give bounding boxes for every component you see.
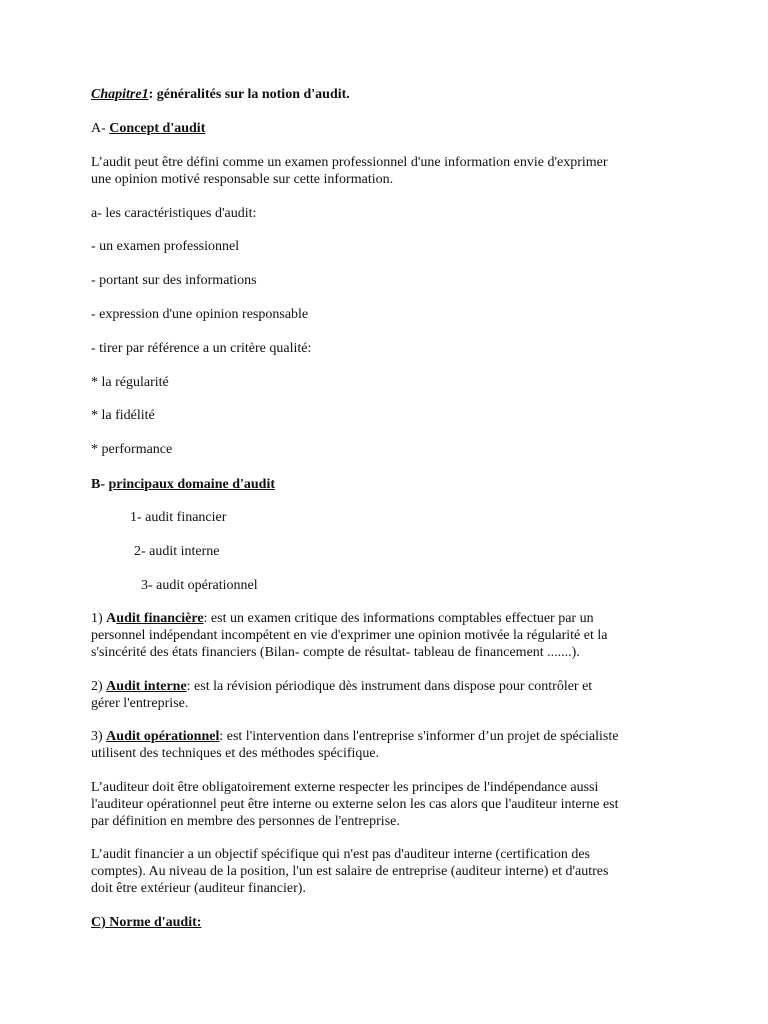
def1-line: personnel indépendant incompétent en vie d'exprimer une opinion motivée la régularité et la [91, 628, 608, 643]
characteristic-item: - expression d'une opinion responsable [91, 307, 309, 322]
financial-line: L’audit financier a un objectif spécifique qui n'est pas d'auditeur interne (certification des [91, 847, 591, 862]
definition-line: une opinion motivé responsable sur cette information. [91, 172, 394, 187]
section-b-heading [91, 476, 275, 493]
characteristic-item: - tirer par référence a un critère qualité: [91, 341, 312, 356]
financial-audit-definition [91, 610, 691, 661]
domain-item: 3- audit opérationnel [141, 578, 258, 593]
domain-item: 2- audit interne [134, 544, 220, 559]
financial-line: comptes). Au niveau de la position, l'un est salaire de entreprise (auditeur interne) et d'autres [91, 864, 609, 879]
def2-number: 2) [91, 679, 107, 694]
auditor-line: l'auditeur opérationnel peut être interne ou externe selon les cas alors que l'auditeur interne est [91, 797, 619, 812]
chapter-label: Chapitre1 [91, 87, 149, 102]
def1-term-initial: A [106, 611, 117, 626]
section-a-title: Concept d'audit [109, 121, 206, 136]
auditor-line: par définition en membre des personnes de l'entreprise. [91, 814, 400, 829]
def1-line: s'sincérité des états financiers (Bilan- compte de résultat- tableau de financement .......). [91, 645, 580, 660]
section-c-title: C) Norme d'audit: [91, 915, 202, 930]
financial-audit-paragraph [91, 846, 691, 897]
def2-line: : est la révision périodique dès instrument dans dispose pour contrôler et [186, 679, 593, 694]
def1-term: udit financière [116, 611, 204, 626]
section-c-heading [91, 914, 201, 931]
def1-line: : est un examen critique des informations comptables effectuer par un [203, 611, 594, 626]
def2-term: Audit interne [106, 679, 187, 694]
section-b-title: principaux domaine d'audit [108, 477, 275, 492]
characteristic-item: - portant sur des informations [91, 273, 257, 288]
def3-line: : est l'intervention dans l'entreprise s'informer d’un projet de spécialiste [219, 729, 619, 744]
def1-number: 1) [91, 611, 107, 626]
domain-item: 1- audit financier [130, 510, 227, 525]
section-a-heading [91, 120, 205, 137]
internal-audit-definition [91, 678, 691, 712]
characteristics-title: a- les caractéristiques d'audit: [91, 206, 257, 221]
section-a-prefix: A- [91, 121, 110, 136]
characteristic-item: - un examen professionnel [91, 239, 240, 254]
def3-number: 3) [91, 729, 107, 744]
definition-line: L’audit peut être défini comme un examen professionnel d'une information envie d'exprimer [91, 155, 608, 170]
criterion-item: * performance [91, 442, 173, 457]
criterion-item: * la fidélité [91, 408, 155, 423]
section-b-prefix: B- [91, 477, 109, 492]
auditor-line: L’auditeur doit être obligatoirement externe respecter les principes de l'indépendance aussi [91, 780, 599, 795]
operational-audit-definition [91, 728, 691, 762]
definition-paragraph [91, 154, 691, 188]
chapter-heading [91, 86, 350, 103]
financial-line: doit être extérieur (auditeur financier). [91, 881, 306, 896]
def2-line: gérer l'entreprise. [91, 696, 189, 711]
chapter-title: : généralités sur la notion d'audit. [148, 87, 350, 102]
auditor-paragraph [91, 779, 691, 830]
criterion-item: * la régularité [91, 375, 169, 390]
def3-term: Audit opérationnel [106, 729, 220, 744]
def3-line: utilisent des techniques et des méthodes spécifique. [91, 746, 380, 761]
